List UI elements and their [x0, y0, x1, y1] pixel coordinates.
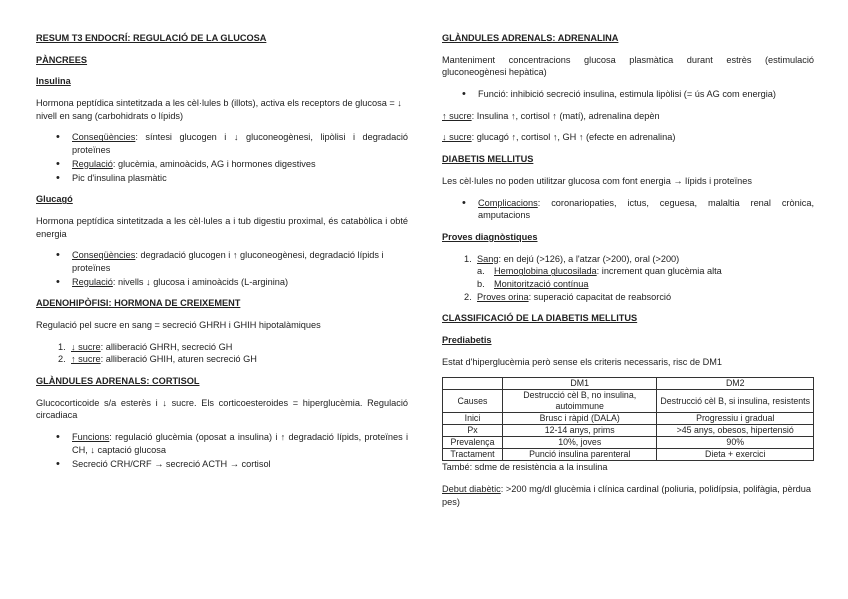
table-cell: >45 anys, obesos, hipertensió	[657, 425, 814, 437]
adrenalina-list	[442, 88, 814, 101]
list-item: 2. Proves orina: superació capacitat de reabsorció	[464, 291, 672, 302]
adenohipofisi-list	[36, 341, 408, 366]
adrenalina-intro: Manteniment concentracions glucosa plasmàtica durant estrès (estimulació gluconeogènesi hepàtica)	[442, 54, 814, 78]
adrenalina-heading: GLÀNDULES ADRENALS: ADRENALINA	[442, 33, 619, 43]
cortisol-intro: Glucocorticoide s/a esterès i ↓ sucre. Els corticoesteroides = hiperglucèmia. Regulació circadiaca	[36, 397, 408, 421]
table-note: També: sdme de resistència a la insulina	[442, 462, 608, 473]
list-item: a. Hemoglobina glucosilada: increment quan glucèmia alta	[477, 266, 722, 277]
sublist-container	[442, 265, 814, 290]
classificacio-heading: CLASSIFICACIÓ DE LA DIABETIS MELLITUS	[442, 313, 638, 324]
table-cell: Punció insulina parenteral	[502, 449, 657, 461]
glucago-heading: Glucagó	[36, 194, 73, 205]
adenohipofisi-intro: Regulació pel sucre en sang = secreció GHRH i GHIH hipotalàmiques	[36, 320, 321, 330]
table-header-cell: DM2	[657, 378, 814, 390]
list-item: • Complicacions: coronariopaties, ictus, ceguesa, malaltia renal crònica, amputacions	[442, 197, 814, 222]
table-cell: Destrucció cèl B, no insulina, autoimmune	[502, 390, 657, 413]
sucre-up-line: ↑ sucre: Insulina ↑, cortisol ↑ (matí), adrenalina depèn	[442, 110, 660, 121]
list-item: • Pic d'insulina plasmàtic	[36, 172, 408, 185]
table-row	[443, 390, 814, 413]
list-item: 1. ↓ sucre: alliberació GHRH, secreció GH	[58, 341, 233, 352]
insulina-heading: Insulina	[36, 76, 71, 87]
list-item: • Conseqüències: síntesi glucogen i ↓ gluconeogènesi, lipòlisi i degradació proteïnes	[36, 131, 408, 156]
proves-heading: Proves diagnòstiques	[442, 231, 538, 242]
table-cell: Progressiu i gradual	[657, 413, 814, 425]
adenohipofisi-heading: ADENOHIPÒFISI: HORMONA DE CREIXEMENT	[36, 298, 241, 309]
proves-sublist	[442, 265, 814, 290]
table-row	[443, 413, 814, 425]
table-header-row	[443, 378, 814, 390]
table-cell: 90%	[657, 437, 814, 449]
left-column	[36, 32, 408, 479]
table-header-cell	[443, 378, 503, 390]
table-row	[443, 425, 814, 437]
cortisol-list	[36, 431, 408, 470]
right-column	[442, 32, 814, 517]
prediabetis-text: Estat d'hiperglucèmia però sense els criteris necessaris, risc de DM1	[442, 356, 723, 367]
table-cell: Dieta + exercici	[657, 449, 814, 461]
table-cell: 10%, joves	[502, 437, 657, 449]
table-cell: Prevalença	[443, 437, 503, 449]
sucre-down-line: ↓ sucre: glucagó ↑, cortisol ↑, GH ↑ (efecte en adrenalina)	[442, 132, 676, 143]
dm-comparison-table	[442, 377, 814, 461]
list-item: 2. ↑ sucre: alliberació GHIH, aturen secreció GH	[58, 354, 257, 365]
list-item: 1. Sang: en dejú (>126), a l'atzar (>200), oral (>200)	[464, 253, 680, 264]
table-cell: Brusc i ràpid (DALA)	[502, 413, 657, 425]
table-cell: 12-14 anys, prims	[502, 425, 657, 437]
glucago-list	[36, 249, 408, 288]
debut-diabetic-line: Debut diabètic: >200 mg/dl glucèmia i clínica cardinal (poliuria, polidípsia, polifàgia, pèrdua pes)	[442, 483, 812, 507]
cortisol-heading: GLÀNDULES ADRENALS: CORTISOL	[36, 376, 200, 387]
diabetes-list	[442, 197, 814, 222]
diabetes-heading: DIABETIS MELLITUS	[442, 154, 534, 165]
list-item: b. Monitorització contínua	[477, 278, 589, 289]
table-cell: Tractament	[443, 449, 503, 461]
document-title: RESUM T3 ENDOCRÍ: REGULACIÓ DE LA GLUCOSA	[36, 33, 267, 43]
list-item: • Secreció CRH/CRF → secreció ACTH → cortisol	[36, 458, 408, 471]
insulina-list	[36, 131, 408, 184]
diabetes-intro: Les cèl·lules no poden utilitzar glucosa com font energia → lípids i proteïnes	[442, 175, 752, 186]
glucago-intro: Hormona peptídica sintetitzada a les cèl·lules a i tub digestiu proximal, és catabòlica i obté energia	[36, 215, 408, 239]
table-cell: Inici	[443, 413, 503, 425]
table-cell: Destrucció cèl B, si insulina, resistents	[657, 390, 814, 413]
table-row	[443, 437, 814, 449]
proves-list	[442, 253, 814, 304]
list-item: • Funcions: regulació glucèmia (oposat a insulina) i ↑ degradació lípids, proteïnes i CH, ↓ captació glucosa	[36, 431, 408, 456]
list-item: • Conseqüències: degradació glucogen i ↑ gluconeogènesi, degradació lípids i proteïnes	[36, 249, 408, 274]
list-item: • Regulació: nivells ↓ glucosa i aminoàcids (L-arginina)	[36, 276, 408, 289]
table-cell: Px	[443, 425, 503, 437]
list-item: • Regulació: glucèmia, aminoàcids, AG i hormones digestives	[36, 158, 408, 171]
table-header-cell: DM1	[502, 378, 657, 390]
pancrees-heading: PÀNCREES	[36, 54, 88, 65]
prediabetis-heading: Prediabetis	[442, 335, 492, 345]
list-item: • Funció: inhibició secreció insulina, estimula lipòlisi (= ús AG com energia)	[442, 88, 814, 101]
table-cell: Causes	[443, 390, 503, 413]
table-row	[443, 449, 814, 461]
insulina-intro: Hormona peptídica sintetitzada a les cèl·lules b (illots), activa els receptors de glucosa = ↓ nivell en sang (carbohidrats o lípids)	[36, 98, 402, 121]
